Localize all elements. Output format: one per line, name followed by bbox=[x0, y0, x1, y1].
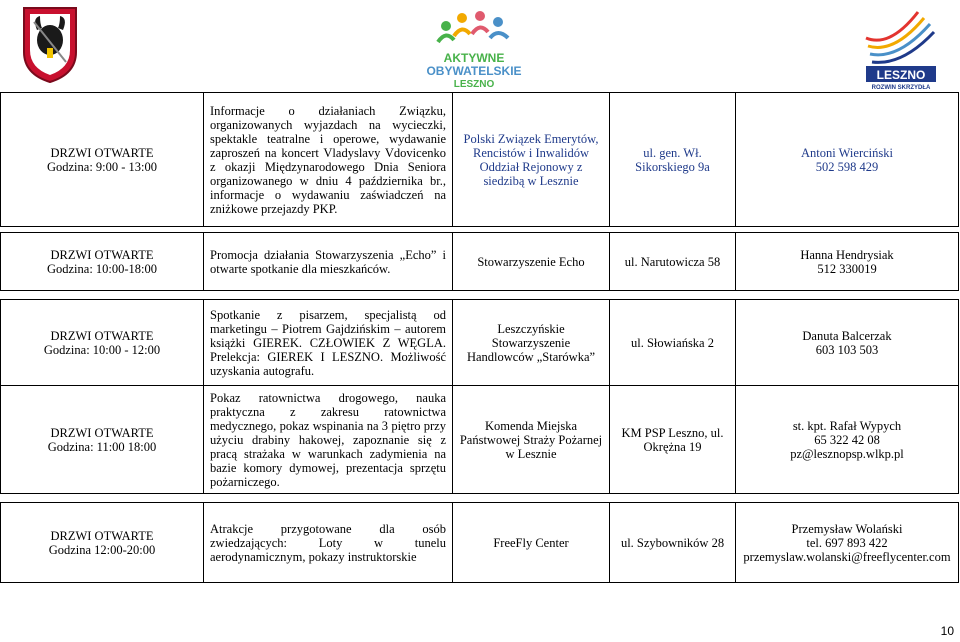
logo-text-rozwin-skrzydla: ROZWIN SKRZYDŁA bbox=[871, 85, 931, 90]
contact-person: Przemysław Wolański bbox=[791, 521, 903, 536]
logo-text-leszno-right: LESZNO bbox=[876, 68, 926, 82]
event-address: ul. Słowiańska 2 bbox=[610, 300, 736, 386]
event-type: DRZWI OTWARTE bbox=[50, 425, 154, 440]
event-type: DRZWI OTWARTE bbox=[50, 247, 154, 262]
contact-phone: tel. 697 893 422 bbox=[806, 535, 888, 550]
table-row bbox=[1, 233, 959, 291]
contact-phone: 603 103 503 bbox=[815, 342, 879, 357]
contact-phone: 65 322 42 08 bbox=[814, 432, 880, 447]
event-time-cell bbox=[1, 93, 204, 227]
page-number: 10 bbox=[940, 624, 954, 638]
event-description: Pokaz ratownictwa drogowego, nauka praktyczna z zakresu ratownictwa medycznego, pokaz wspinania na 3 piętro przy użyciu drabiny hakowej, zapoznanie się z pracą strażaka w warunkach zadymienia na bazie komory dymowej, prezentacja sprzętu pożarniczego. bbox=[204, 386, 453, 494]
event-type: DRZWI OTWARTE bbox=[50, 145, 154, 160]
event-hours: Godzina: 9:00 - 13:00 bbox=[46, 159, 158, 174]
logo-text-aktywne: AKTYWNE bbox=[443, 51, 505, 65]
contact-person: Hanna Hendrysiak bbox=[800, 247, 894, 262]
organizer-name: Leszczyńskie Stowarzyszenie Handlowców „Starówka” bbox=[453, 300, 610, 386]
table-row bbox=[1, 300, 959, 386]
contact-email: pz@lesznopsp.wlkp.pl bbox=[790, 446, 904, 461]
contact-cell bbox=[736, 300, 959, 386]
contact-cell bbox=[736, 93, 959, 227]
event-type: DRZWI OTWARTE bbox=[50, 328, 154, 343]
contact-cell bbox=[736, 386, 959, 494]
organizer-name: FreeFly Center bbox=[453, 503, 610, 583]
event-address: ul. Szybowników 28 bbox=[610, 503, 736, 583]
logo-text-leszno: LESZNO bbox=[453, 79, 495, 90]
event-time-cell bbox=[1, 503, 204, 583]
event-description: Spotkanie z pisarzem, specjalistą od marketingu – Piotrem Gajdzińskim – autorem książki GIEREK. CZŁOWIEK Z WĘGLA. Prelekcja: GIEREK I LESZNO. Możliwość uzyskania autografu. bbox=[204, 300, 453, 386]
event-hours: Godzina: 11:00 18:00 bbox=[47, 439, 157, 454]
event-description: Informacje o działaniach Związku, organizowanych wyjazdach na wycieczki, spektakle teatralne i operowe, wydawanie zaproszeń na koncert Vladyslavy Vdovicenko z okazji Międzynarodowego Dnia Seniora organizowanego w dniu 4 października br., informacje o wydawaniu zaświadczeń na zniżkowe przejazdy PKP. bbox=[204, 93, 453, 227]
organizer-name: Komenda Miejska Państwowej Straży Pożarnej w Lesznie bbox=[453, 386, 610, 494]
event-address: KM PSP Leszno, ul. Okrężna 19 bbox=[610, 386, 736, 494]
contact-phone: 512 330019 bbox=[817, 261, 877, 276]
event-time-cell bbox=[1, 386, 204, 494]
page-header bbox=[0, 0, 960, 92]
leszno-coat-of-arms-logo bbox=[22, 4, 78, 84]
contact-cell bbox=[736, 233, 959, 291]
contact-email: przemyslaw.wolanski@freeflycenter.com bbox=[743, 549, 951, 564]
open-doors-schedule-table bbox=[0, 92, 959, 583]
aktywne-obywatelskie-leszno-logo bbox=[424, 8, 524, 90]
event-description: Promocja działania Stowarzyszenia „Echo” i otwarte spotkanie dla mieszkańców. bbox=[204, 233, 453, 291]
logo-text-obywatelskie: OBYWATELSKIE bbox=[426, 64, 522, 78]
event-hours: Godzina: 10:00 - 12:00 bbox=[43, 342, 161, 357]
event-hours: Godzina 12:00-20:00 bbox=[48, 542, 156, 557]
table-row bbox=[1, 503, 959, 583]
organizer-name: Polski Związek Emerytów, Rencistów i Inwalidów Oddział Rejonowy z siedzibą w Lesznie bbox=[453, 93, 610, 227]
event-address: ul. Narutowicza 58 bbox=[610, 233, 736, 291]
contact-cell bbox=[736, 503, 959, 583]
contact-phone: 502 598 429 bbox=[815, 159, 879, 174]
event-hours: Godzina: 10:00-18:00 bbox=[46, 261, 158, 276]
organizer-name: Stowarzyszenie Echo bbox=[453, 233, 610, 291]
event-description: Atrakcje przygotowane dla osób zwiedzających: Loty w tunelu aerodynamicznym, pokazy instruktorskie bbox=[204, 503, 453, 583]
event-type: DRZWI OTWARTE bbox=[50, 528, 154, 543]
table-row bbox=[1, 93, 959, 227]
contact-person: st. kpt. Rafał Wypych bbox=[792, 418, 902, 433]
table-row bbox=[1, 386, 959, 494]
contact-person: Antoni Wierciński bbox=[801, 145, 893, 160]
event-time-cell bbox=[1, 300, 204, 386]
event-time-cell bbox=[1, 233, 204, 291]
contact-person: Danuta Balcerzak bbox=[802, 328, 892, 343]
leszno-city-logo bbox=[860, 8, 940, 90]
event-address: ul. gen. Wł. Sikorskiego 9a bbox=[610, 93, 736, 227]
